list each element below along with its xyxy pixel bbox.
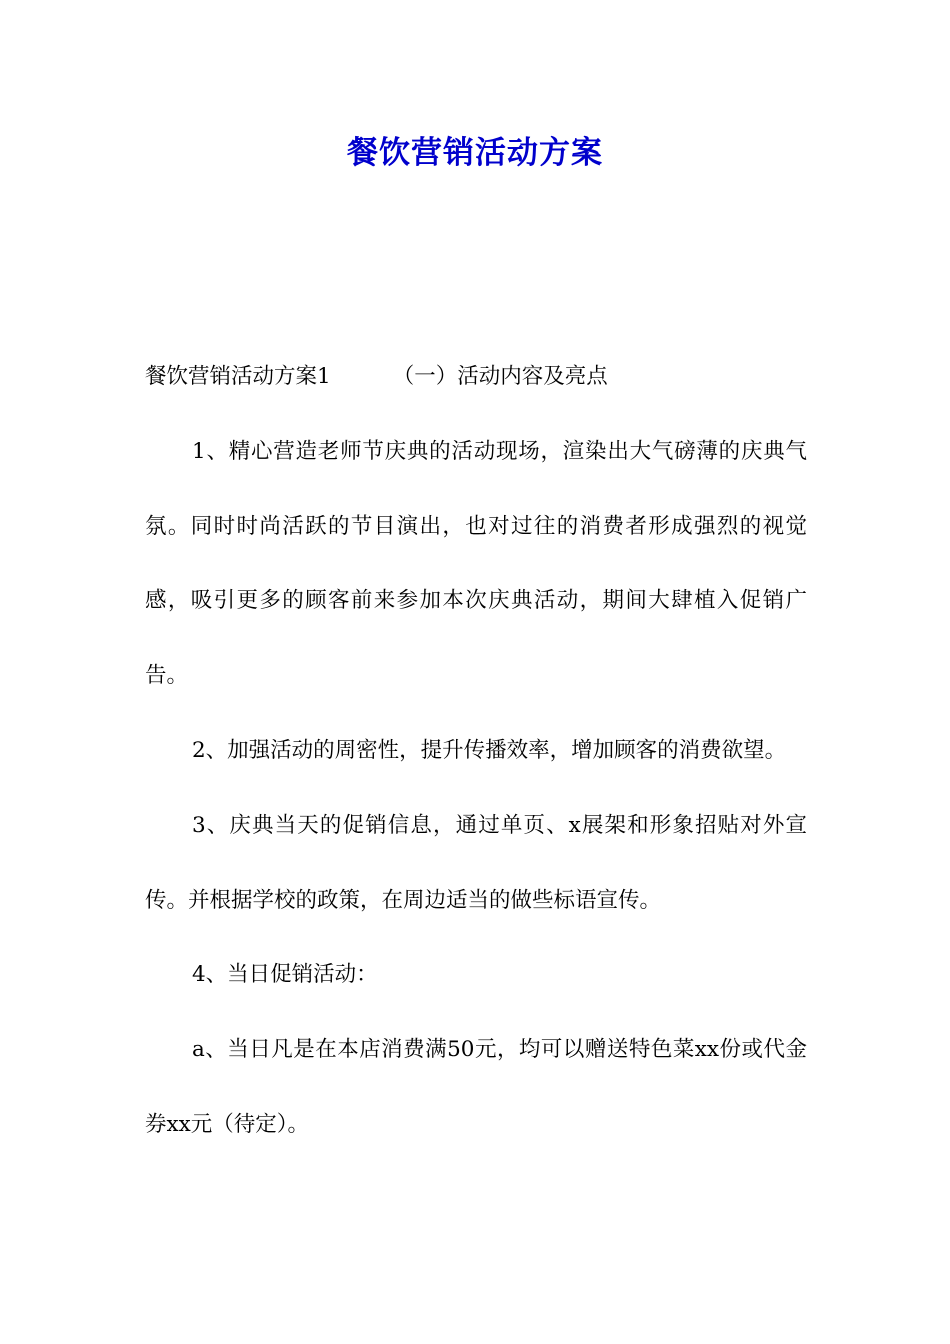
paragraph-2: 2、加强活动的周密性，提升传播效率，增加顾客的消费欲望。 [192,737,787,763]
section-heading-right: （一）活动内容及亮点 [392,364,608,389]
section-heading-left: 餐饮营销活动方案1 [145,364,331,389]
document-body [145,340,807,1163]
paragraph-1: 1、精心营造老师节庆典的活动现场，渲染出大气磅薄的庆典气氛。同时时尚活跃的节目演出，也对过往的消费者形成强烈的视觉感，吸引更多的顾客前来参加本次庆典活动，期间大肆植入促销广告。 [145,438,807,689]
heading-line [145,340,807,415]
paragraph-5: a、当日凡是在本店消费满50元，均可以赠送特色菜xx份或代金券xx元（待定）。 [145,1037,807,1137]
paragraph-4: 4、当日促销活动： [192,962,378,988]
document-title: 餐饮营销活动方案 [347,135,603,171]
paragraph-3: 3、庆典当天的促销信息，通过单页、x展架和形象招贴对外宣传。并根据学校的政策，在周边适当的做些标语宣传。 [145,812,807,913]
